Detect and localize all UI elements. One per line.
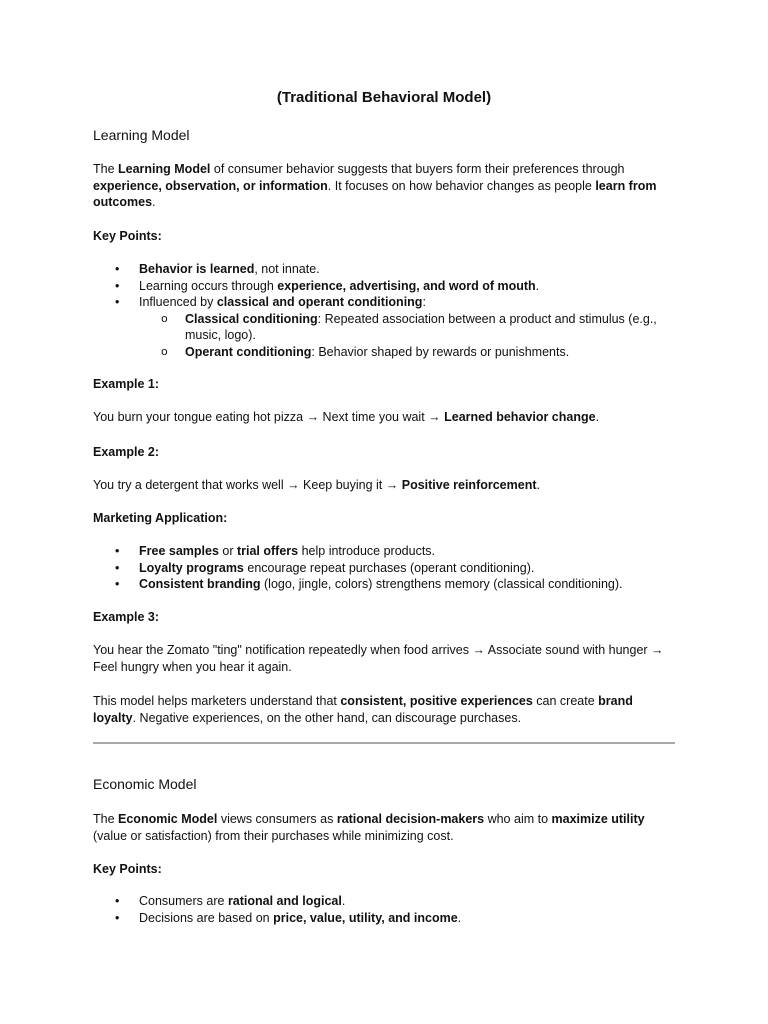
example-1-text: You burn your tongue eating hot pizza → Next time you wait → Learned behavior change. <box>93 410 600 424</box>
economic-key-points-label: Key Points: <box>93 862 162 876</box>
economic-model-heading: Economic Model <box>93 776 197 792</box>
example-3-text: You hear the Zomato "ting" notification repeatedly when food arrives → Associate sound with hunger → Feel hungry when you hear it again. <box>93 643 664 674</box>
list-item: • Influenced by classical and operant conditioning: o Classical conditioning: Repeated association between a product and stimulus (e.g., music, logo). o Operant conditioning: Behavior shaped by rewards or punishments. <box>93 294 675 360</box>
sub-list-item: o Classical conditioning: Repeated association between a product and stimulus (e.g., music, logo). <box>161 311 657 342</box>
document-title: (Traditional Behavioral Model) <box>276 89 492 106</box>
sub-list-item: o Operant conditioning: Behavior shaped by rewards or punishments. <box>161 344 570 359</box>
list-item: • Free samples or trial offers help introduce products. <box>115 544 436 558</box>
bullet-icon: • <box>115 910 120 925</box>
bullet-icon: • <box>115 544 120 558</box>
bullet-icon: • <box>115 262 120 276</box>
list-item: • Loyalty programs encourage repeat purchases (operant conditioning). <box>115 560 535 575</box>
list-item: • Behavior is learned, not innate. <box>115 262 320 276</box>
circle-bullet-icon: o <box>161 311 168 325</box>
list-item: • Consumers are rational and logical. <box>115 894 346 908</box>
circle-bullet-icon: o <box>161 344 168 358</box>
example-2-label: Example 2: <box>93 445 160 459</box>
bullet-icon: • <box>115 894 120 908</box>
list-item: • Decisions are based on price, value, utility, and income. <box>115 910 462 925</box>
learning-model-heading: Learning Model <box>93 127 190 143</box>
list-item: • Learning occurs through experience, advertising, and word of mouth. <box>115 278 540 293</box>
economic-key-points-list <box>93 893 675 926</box>
bullet-icon: • <box>115 278 120 293</box>
example-1-label: Example 1: <box>93 377 160 391</box>
bullet-icon: • <box>115 560 120 575</box>
bullet-icon: • <box>115 295 120 309</box>
learning-intro-paragraph: The Learning Model of consumer behavior suggests that buyers form their preferences through experience, observation, or information. It focuses on how behavior changes as people learn from outcomes. <box>93 162 657 209</box>
marketing-application-list <box>93 543 675 593</box>
economic-intro-paragraph: The Economic Model views consumers as rational decision-makers who aim to maximize utility (value or satisfaction) from their purchases while minimizing cost. <box>93 812 645 843</box>
learning-key-points-label: Key Points: <box>93 229 162 243</box>
list-item: • Consistent branding (logo, jingle, colors) strengthens memory (classical conditioning). <box>115 577 623 591</box>
learning-conclusion-paragraph: This model helps marketers understand that consistent, positive experiences can create brand loyalty. Negative experiences, on the other hand, can discourage purchases. <box>93 694 633 725</box>
section-divider <box>93 742 675 744</box>
conditioning-sub-list <box>139 311 675 361</box>
example-3-label: Example 3: <box>93 610 160 624</box>
learning-key-points-list <box>93 261 675 360</box>
example-2-text: You try a detergent that works well → Keep buying it → Positive reinforcement. <box>93 478 540 492</box>
marketing-application-label: Marketing Application: <box>93 511 228 525</box>
bullet-icon: • <box>115 577 120 591</box>
